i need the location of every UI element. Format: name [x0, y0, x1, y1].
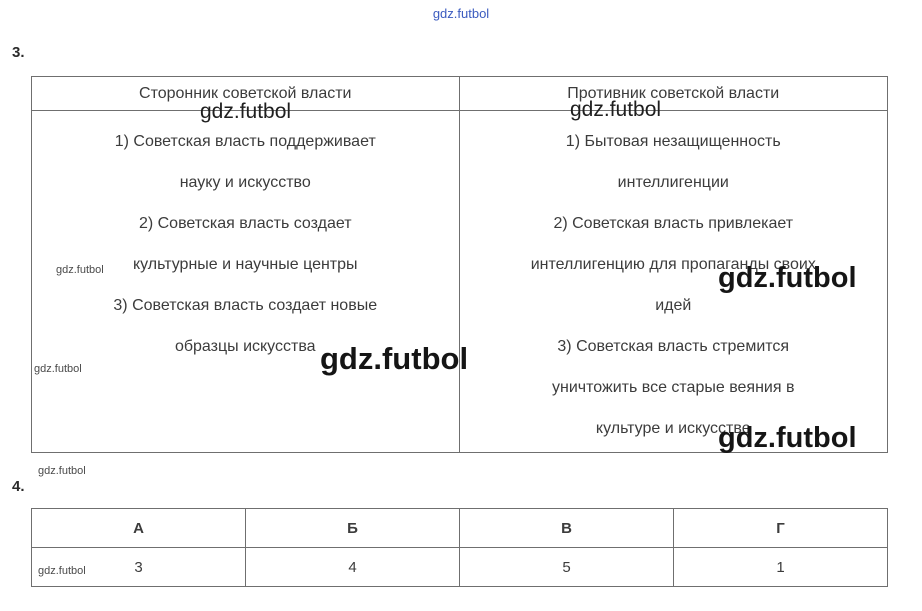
- list-item: науку и искусство: [179, 174, 311, 191]
- list-item: 2) Советская власть привлекает: [553, 215, 794, 232]
- table-row: [32, 548, 888, 587]
- answer-header-g: Г: [674, 509, 888, 548]
- watermark-overlay-8: gdz.futbol: [38, 465, 86, 477]
- table-column-opponent: [460, 77, 888, 452]
- list-item: интеллигенцию для пропаганды своих: [530, 256, 816, 273]
- column-header-opponent: Противник советской власти: [460, 77, 888, 111]
- watermark-overlay-4: gdz.futbol: [718, 262, 857, 294]
- answer-value-b: 4: [246, 548, 460, 587]
- answer-header-v: В: [460, 509, 674, 548]
- list-item: культурные и научные центры: [132, 256, 358, 273]
- list-item: образцы искусства: [174, 338, 316, 355]
- list-item: уничтожить все старые веяния в: [552, 379, 795, 396]
- watermark-overlay-1: gdz.futbol: [200, 100, 292, 123]
- task-4-number: 4.: [12, 478, 25, 495]
- list-item: идей: [655, 297, 692, 314]
- watermark-overlay-7: gdz.futbol: [718, 422, 857, 454]
- list-item: интеллигенции: [617, 174, 729, 191]
- column-body-opponent: [460, 111, 888, 449]
- answer-header-b: Б: [246, 509, 460, 548]
- watermark-overlay-2: gdz.futbol: [570, 98, 662, 121]
- list-item: 3) Советская власть стремится: [557, 338, 790, 355]
- list-item: 3) Советская власть создает новые: [113, 297, 378, 314]
- answer-value-a: 3: [32, 548, 246, 587]
- column-header-supporter: Сторонник советской власти: [32, 77, 459, 111]
- task-3-table: [31, 76, 888, 453]
- task-3-number: 3.: [12, 44, 25, 61]
- table-row: [32, 509, 888, 548]
- list-item: 1) Бытовая незащищенность: [565, 133, 781, 150]
- answer-value-v: 5: [460, 548, 674, 587]
- watermark-overlay-5: gdz.futbol: [34, 363, 82, 375]
- watermark-overlay-9: gdz.futbol: [38, 565, 86, 577]
- task-4-answers-table: [31, 508, 888, 587]
- list-item: 2) Советская власть создает: [138, 215, 352, 232]
- watermark-top: gdz.futbol: [432, 6, 490, 21]
- column-body-supporter: [32, 111, 459, 367]
- watermark-overlay-3: gdz.futbol: [56, 264, 104, 276]
- answer-header-a: А: [32, 509, 246, 548]
- answer-value-g: 1: [674, 548, 888, 587]
- watermark-overlay-6: gdz.futbol: [320, 341, 469, 376]
- list-item: культуре и искусстве: [595, 420, 751, 437]
- table-column-supporter: [32, 77, 460, 452]
- list-item: 1) Советская власть поддерживает: [114, 133, 376, 150]
